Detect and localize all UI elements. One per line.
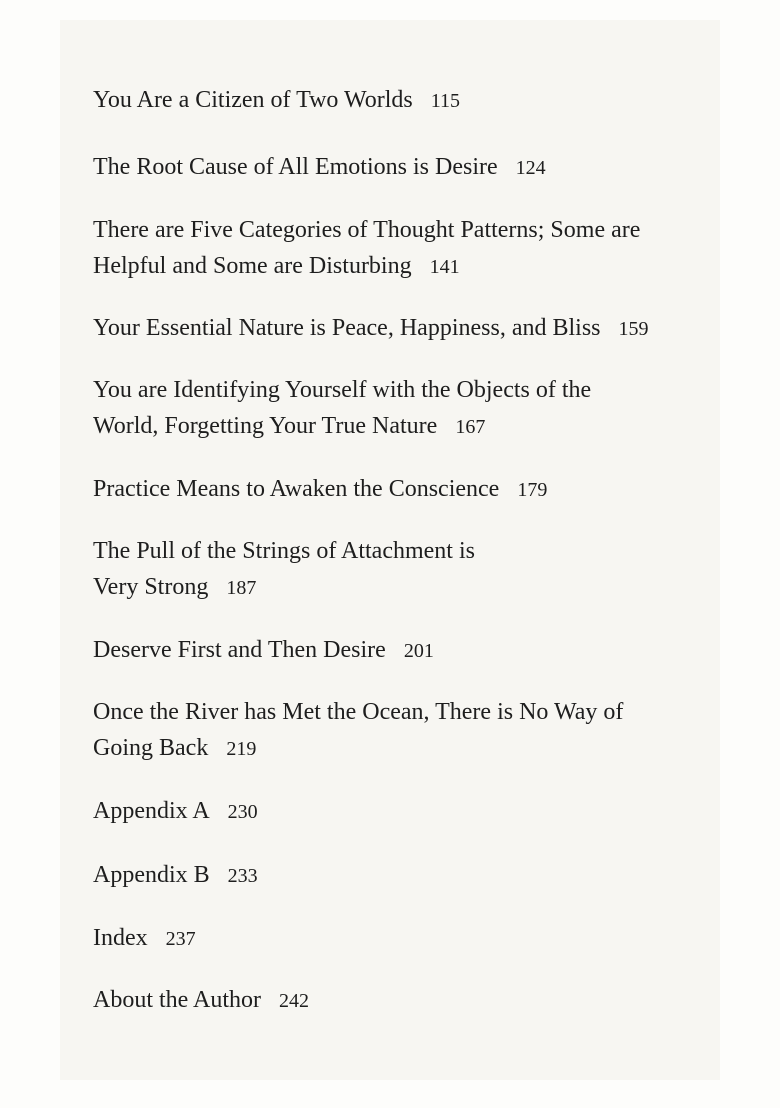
- toc-title: The Root Cause of All Emotions is Desire: [93, 154, 498, 180]
- toc-page-number: 141: [429, 256, 460, 278]
- toc-page-number: 159: [618, 318, 649, 340]
- toc-title: Going Back: [93, 735, 209, 761]
- toc-entry: [93, 982, 309, 1019]
- toc-title: Practice Means to Awaken the Conscience: [93, 476, 500, 502]
- toc-title: You Are a Citizen of Two Worlds: [93, 87, 413, 113]
- toc-page-number: 124: [515, 157, 546, 179]
- toc-entry: [93, 82, 460, 119]
- toc-title: Very Strong: [93, 574, 209, 600]
- toc-entry: [93, 920, 196, 957]
- toc-title: World, Forgetting Your True Nature: [93, 413, 438, 439]
- toc-title: Appendix A: [93, 798, 210, 824]
- toc-title: The Pull of the Strings of Attachment is: [93, 538, 475, 564]
- toc-entry: [93, 471, 547, 508]
- toc-entry: [93, 310, 649, 347]
- toc-page-number: 242: [279, 990, 309, 1012]
- toc-page-number: 237: [165, 928, 196, 950]
- toc-title: Deserve First and Then Desire: [93, 637, 386, 663]
- toc-page-number: 219: [226, 738, 257, 760]
- toc-page-number: 115: [430, 90, 460, 112]
- toc-entry: [93, 372, 591, 445]
- toc-title: Index: [93, 925, 148, 951]
- toc-entry: [93, 793, 258, 830]
- toc-page-number: 233: [227, 865, 258, 887]
- toc-entry: [93, 212, 640, 285]
- toc-title: You are Identifying Yourself with the Objects of the: [93, 377, 592, 403]
- toc-entry: [93, 533, 475, 606]
- toc-page-number: 201: [403, 640, 434, 662]
- toc-title: Appendix B: [93, 862, 210, 888]
- toc-page-number: 167: [455, 416, 486, 438]
- toc-title: Once the River has Met the Ocean, There is No Way of: [93, 699, 624, 725]
- toc-page-number: 179: [517, 479, 548, 501]
- toc-page-number: 230: [227, 801, 258, 823]
- toc-entry: [93, 632, 434, 669]
- toc-title: There are Five Categories of Thought Patterns; Some are: [93, 217, 641, 243]
- toc-title: About the Author: [93, 987, 261, 1013]
- toc-title: Your Essential Nature is Peace, Happiness, and Bliss: [93, 315, 601, 341]
- toc-entry: [93, 857, 258, 894]
- toc-page-number: 187: [226, 577, 257, 599]
- toc-entry: [93, 149, 546, 186]
- toc-entry: [93, 694, 623, 767]
- toc-title: Helpful and Some are Disturbing: [93, 253, 412, 279]
